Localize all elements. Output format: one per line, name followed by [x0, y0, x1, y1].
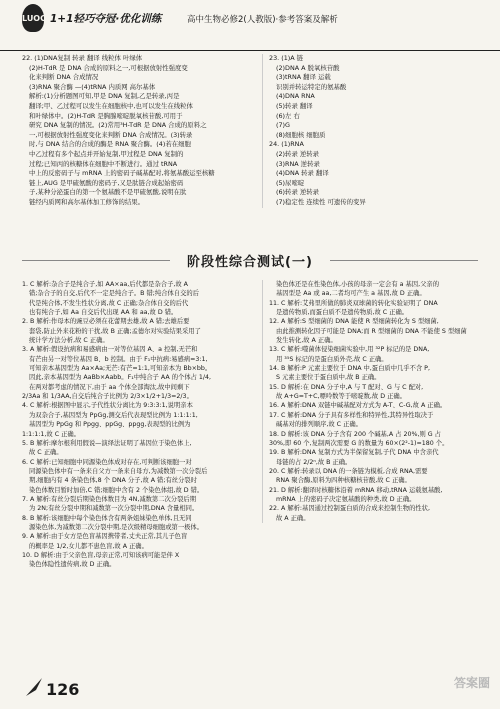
- text-line: (5)尿嘧啶: [276, 178, 305, 187]
- text-line: (6)左 右: [276, 111, 300, 120]
- text-line: 基因型为 PpGg 和 Ppgg、ppGg、ppgg,表现型的比例为: [29, 421, 191, 429]
- text-line: 20. C 解析:转录以 DNA 的一条链为模板,合成 RNA,需要: [269, 467, 428, 475]
- text-line: 21. D 解析:翻译时核糖体沿着 mRNA 移动,tRNA 运载氨基酸,: [269, 486, 443, 494]
- text-line: 4. C 解析:根据图中显示,子代性状分离比为 9:3:3:1,说明亲本: [22, 402, 193, 410]
- text-line: (3)RNA 逆转录: [276, 159, 320, 168]
- answer-block-top: [22, 54, 488, 242]
- text-line: 发生转化,故 A 正确。: [276, 337, 337, 345]
- text-line: 统计学方法分析,故 C 正确。: [29, 337, 109, 345]
- text-line: 和叶绿体中。(2)H-TdR 是胸腺嘧啶脱氧核苷酸,可用于: [29, 111, 183, 120]
- text-line: 故 A 正确。: [276, 514, 310, 522]
- text-line: 2/3Aa 和 1/3AA,自交后纯合子比例为 2/3×1/2+1/3=2/3。: [22, 393, 193, 401]
- text-line: 1:1:1:1,故 C 正确。: [22, 430, 80, 438]
- answer-body: [22, 280, 488, 670]
- text-line: 23. (1)A 链: [269, 54, 304, 62]
- text-line: 18. D 解析:该 DNA 分子含有 200 个碱基,A 占 20%,则 G 占: [269, 430, 441, 438]
- text-line: RNA 聚合酶,原料为四种核糖核苷酸,故 C 正确。: [276, 477, 411, 485]
- text-line: 因此,亲本基因型为 AaBb×Aabb。F₁中纯合子 AA 的个体占 1/4,: [29, 374, 212, 382]
- text-line: 时,与 DNA 结合的合成的酶是 RNA 聚合酶。(4)若在细胞: [29, 140, 191, 149]
- text-line: 一,可根据放射性强度变化来判断 DNA 合成情况。(3)转录: [29, 130, 193, 139]
- text-line: 链经内质网和高尔基体加工修饰的结果。: [29, 197, 145, 206]
- text-line: (3)RNA 聚合酶 —(4)tRNA 内质网 高尔基体: [29, 82, 156, 91]
- text-line: (6)转录 逆转录: [276, 188, 320, 197]
- text-line: 1. C 解析:杂合子是纯合子,如 AA×aa,后代都是杂合子,故 A: [22, 281, 188, 288]
- text-line: 由此推测转化因子可能是 DNA;而 R 型细菌的 DNA 不能使 S 型细菌: [276, 327, 467, 335]
- text-line: 化来判断 DNA 合成情况: [29, 73, 99, 82]
- text-line: 24. (1)RNA: [269, 140, 304, 149]
- text-line: (2)转录 逆转录: [276, 149, 320, 158]
- text-line: 也有纯合子,如 Aa 自交后代出现 AA 和 aa,故 D 错。: [29, 309, 178, 317]
- section-title-bar: [0, 248, 500, 274]
- body-right-column: [262, 280, 495, 523]
- text-line: 13. C 解析:噬菌体侵染细菌实验中,用 ³²P 标记的是 DNA,: [269, 346, 430, 354]
- text-line: 故 C 正确。: [29, 449, 63, 457]
- text-line: 22. (1)DNA复制 转录 翻译 线粒体 叶绿体: [22, 54, 143, 62]
- text-line: 30%,即 60 个,复制两次需要 G 的数量为 60×(2²-1)=180 个。: [269, 439, 449, 447]
- text-line: S 元素主要位于蛋白质中,故 B 正确。: [276, 374, 381, 382]
- text-line: 10. D 解析:由于父亲色盲,母亲正常,可知该病可能是伴 X: [22, 551, 180, 559]
- text-line: 错;杂合子的自交,后代不一定是纯合子。B 错;纯合体自交的后: [29, 290, 199, 298]
- text-line: 染色体数目暂时加倍,C 错;细胞中含有 2 个染色体组,故 D 错。: [29, 486, 204, 494]
- text-line: 是遗传物质,而蛋白质不是遗传物质,故 C 正确。: [276, 309, 409, 317]
- text-line: 11. C 解析:艾弗里所做的肺炎双球菌的转化实验证明了 DNA: [269, 299, 438, 307]
- page-header: [0, 0, 500, 51]
- text-line: 5. B 解析:摩尔根利用假说—演绎法证明了基因位于染色体上,: [22, 439, 192, 447]
- text-line: 用 ³⁵S 标记的是蛋白质外壳,故 C 正确。: [276, 355, 388, 363]
- top-left-column: [22, 54, 250, 208]
- text-line: 解析:(1)分析题图可知,甲是 DNA 复制,乙是转录,丙是: [29, 92, 180, 101]
- brand-logo: LUOC: [22, 4, 44, 32]
- text-line: 19. B 解析:DNA 复制方式为半保留复制,子代 DNA 中含亲代: [269, 449, 439, 457]
- text-line: 母链的占 2/2ⁿ,故 B 正确。: [276, 458, 352, 466]
- text-line: 基因型是 Aa 或 aa,二者均可产生 a 基因,故 D 正确。: [276, 290, 426, 298]
- text-line: 碱基对的排列顺序,故 C 正确。: [276, 421, 362, 429]
- text-line: (3)tRNA 翻译 运载: [276, 73, 331, 82]
- text-line: 研究 DNA 复制的情况。(2)常用³H-TdR 是 DNA 合成的原料之: [29, 121, 207, 130]
- text-line: 6. C 解析:已知细胞中同源染色体成对存在,可判断该细胞一对: [22, 458, 192, 466]
- body-left-column: [22, 280, 250, 570]
- text-line: 为双杂合子,基因型为 PpGg,测交后代表现型比例为 1:1:1:1,: [29, 411, 198, 419]
- text-line: 有芒由另一对等位基因 B、b 控制。由于 F₁中抗病:易感病=3:1,: [29, 355, 208, 363]
- text-line: 3. A 解析:假设抗病和易感病由一对等位基因 A、a 控制,无芒和: [22, 346, 198, 354]
- page-footer: [0, 670, 500, 709]
- text-line: 可知亲本基因型为 Aa×Aa;无芒:有芒=1:1,可知亲本为 Bb×bb。: [29, 365, 212, 373]
- text-line: (4)DNA 转录 翻译: [276, 169, 329, 178]
- text-line: 22. A 解析:基因通过控制蛋白质的合成来控制生物的性状,: [269, 505, 430, 513]
- text-line: 故 A+G=T+C,嘌呤数等于嘧啶数,故 D 正确。: [276, 393, 406, 401]
- text-line: (2)H-TdR 是 DNA 合成的原料之一,可根据放射性强度变: [29, 63, 188, 72]
- text-line: 染色体还是在性染色体,小孩的母亲一定会有 a 基因,父亲的: [276, 281, 439, 288]
- text-line: (2)DNA A 脱氧核苷酸: [276, 63, 340, 72]
- text-line: 为 2N;有丝分裂中期和减数第一次分裂中期,DNA 含量相同。: [29, 505, 199, 513]
- text-line: 过程;已知丙的核糖体在细胞中不断进行。通过 tRNA: [29, 159, 178, 168]
- text-line: 9. A 解析:由于女方是色盲基因携带者,丈夫正常,其儿子色盲: [22, 533, 188, 541]
- text-line: (8)细胞核 细胞质: [276, 130, 326, 139]
- text-line: 识别并转运特定的氨基酸: [276, 82, 347, 91]
- text-line: 14. B 解析:P 元素主要位于 DNA 中,蛋白质中几乎不含 P,: [269, 365, 430, 373]
- watermark: 答案圈: [453, 676, 490, 690]
- text-line: 2. B 解析:作母本的豌豆必须在花蕾期去雄,故 A 错;去雄后要: [22, 318, 190, 326]
- text-line: 12. A 解析:S 型细菌的 DNA 能使 R 型细菌转化为 S 型细菌,: [269, 318, 439, 326]
- text-line: 15. D 解析:在 DNA 分子中,A 与 T 配对、G 与 C 配对,: [269, 383, 424, 391]
- text-line: 的概率是 1/2,女儿都不患色盲,故 A 正确。: [29, 542, 148, 550]
- text-line: 8. B 解析:该细胞中每个染色体含有两条姐妹染色单体,且无同: [22, 514, 192, 522]
- text-line: 中乙过程有多个起点并开始复制,甲过程是 DNA 复制的: [29, 149, 184, 158]
- text-line: 翻译;甲、乙过程可以发生在细胞核中,也可以发生在线粒体: [29, 101, 193, 110]
- text-line: mRNA 上的密码子决定氨基酸的种类,故 D 正确。: [276, 495, 416, 503]
- text-line: 源染色体,为减数第二次分裂中期,是次级精母细胞或第一极体。: [29, 523, 204, 531]
- text-line: 16. A 解析:DNA 双链中碱基配对方式为 A-T、C-G,故 A 正确。: [269, 402, 447, 410]
- page-number: 126: [46, 680, 80, 699]
- series-title: 1+1轻巧夺冠·优化训练: [50, 13, 162, 25]
- feather-icon: [24, 676, 44, 698]
- section-title: 阶段性综合测试(一): [170, 251, 330, 270]
- text-line: (7)G: [276, 121, 291, 130]
- text-line: (7)稳定性 连续性 可遗传的变异: [276, 197, 366, 206]
- text-line: 子,某种分泌蛋白的第一个氨基酸不是甲硫氨酸,说明在肽: [29, 188, 187, 197]
- text-line: 在两对都考虑的情况下,由于 aa 个体全部淘汰,故中间剩下: [29, 383, 190, 391]
- text-line: 17. C 解析:DNA 分子具有多样性和特异性,其特异性取决于: [269, 411, 434, 419]
- book-subtitle: 高中生物必修2(人教版)·参考答案及解析: [187, 15, 338, 25]
- text-line: 中上的反密码子与 mRNA 上的密码子碱基配对,将氨基酸运至核糖: [29, 169, 215, 178]
- text-line: 染色体隐性遗传病,故 D 正确。: [29, 561, 116, 569]
- text-line: 同源染色体中有一条来自父方一条来自母方,为减数第一次分裂后: [29, 467, 208, 475]
- text-line: (5)转录 翻译: [276, 101, 313, 110]
- top-right-column: [262, 54, 495, 208]
- text-line: (4)DNA RNA: [276, 92, 315, 101]
- text-line: 代是纯合体,不发生性状分离,故 C 正确;杂合体自交的后代: [29, 299, 189, 307]
- text-line: 链上,AUG 是甲硫氨酸的密码子,又是肽链合成起始密码: [29, 178, 184, 187]
- text-line: 期,细胞内有 4 条染色体,8 个 DNA 分子,故 A 错;有丝分裂时: [29, 477, 197, 485]
- text-line: 7. A 解析:有丝分裂后期染色体数目为 4N,减数第二次分裂后期: [22, 495, 196, 503]
- text-line: 套袋,防止外来花粉的干扰,故 B 正确;孟德尔对实验结果采用了: [29, 327, 201, 335]
